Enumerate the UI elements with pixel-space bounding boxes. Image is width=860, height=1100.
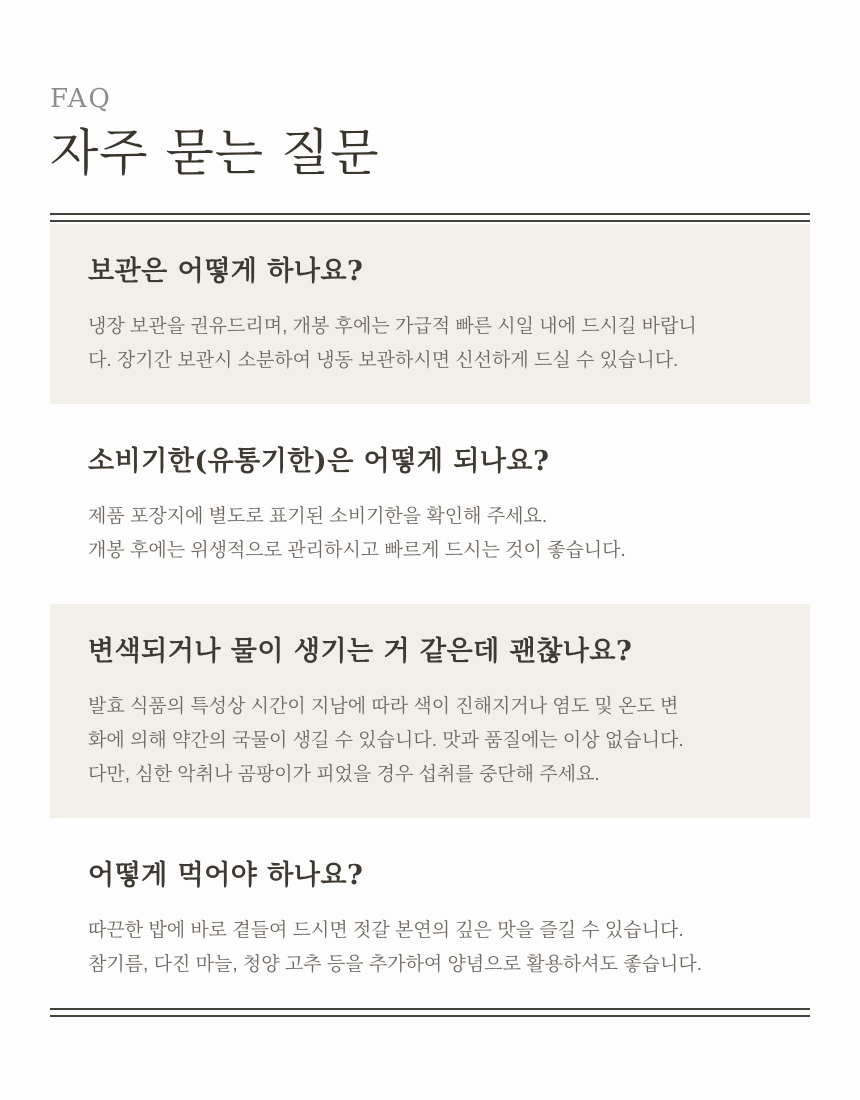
faq-answer-line: 제품 포장지에 별도로 표기된 소비기한을 확인해 주세요. xyxy=(88,505,548,527)
faq-question: 보관은 어떻게 하나요? xyxy=(88,255,364,287)
faq-item-discoloration xyxy=(50,604,810,818)
faq-answer-line: 다만, 심한 악취나 곰팡이가 피었을 경우 섭취를 중단해 주세요. xyxy=(88,763,600,785)
top-divider xyxy=(50,213,810,222)
bottom-divider xyxy=(50,1008,810,1017)
faq-question: 변색되거나 물이 생기는 거 같은데 괜찮나요? xyxy=(88,635,633,667)
faq-answer xyxy=(88,310,772,378)
faq-answer-line: 참기름, 다진 마늘, 청양 고추 등을 추가하여 양념으로 활용하셔도 좋습니다. xyxy=(88,953,702,975)
faq-answer-line: 냉장 보관을 권유드리며, 개봉 후에는 가급적 빠른 시일 내에 드시길 바랍니 xyxy=(88,315,697,337)
faq-list xyxy=(50,224,810,1008)
faq-answer xyxy=(88,500,772,568)
faq-item-storage xyxy=(50,224,810,404)
faq-answer xyxy=(88,914,772,982)
faq-question: 소비기한(유통기한)은 어떻게 되나요? xyxy=(88,445,550,477)
faq-answer-line: 다. 장기간 보관시 소분하여 냉동 보관하시면 신선하게 드실 수 있습니다. xyxy=(88,349,679,371)
faq-answer-line: 개봉 후에는 위생적으로 관리하시고 빠르게 드시는 것이 좋습니다. xyxy=(88,539,626,561)
faq-answer-line: 화에 의해 약간의 국물이 생길 수 있습니다. 맛과 품질에는 이상 없습니다. xyxy=(88,729,684,751)
faq-answer-line: 발효 식품의 특성상 시간이 지남에 따라 색이 진해지거나 염도 및 온도 변 xyxy=(88,695,679,717)
faq-question: 어떻게 먹어야 하나요? xyxy=(88,859,364,891)
faq-item-expiration xyxy=(50,414,810,594)
faq-header xyxy=(50,85,810,181)
page-title: 자주 묻는 질문 xyxy=(50,123,380,182)
faq-answer-line: 따끈한 밥에 바로 곁들여 드시면 젓갈 본연의 깊은 맛을 즐길 수 있습니다. xyxy=(88,919,684,941)
faq-answer xyxy=(88,690,772,792)
faq-eyebrow-label: FAQ xyxy=(50,84,112,114)
faq-item-how-to-eat xyxy=(50,828,810,1008)
